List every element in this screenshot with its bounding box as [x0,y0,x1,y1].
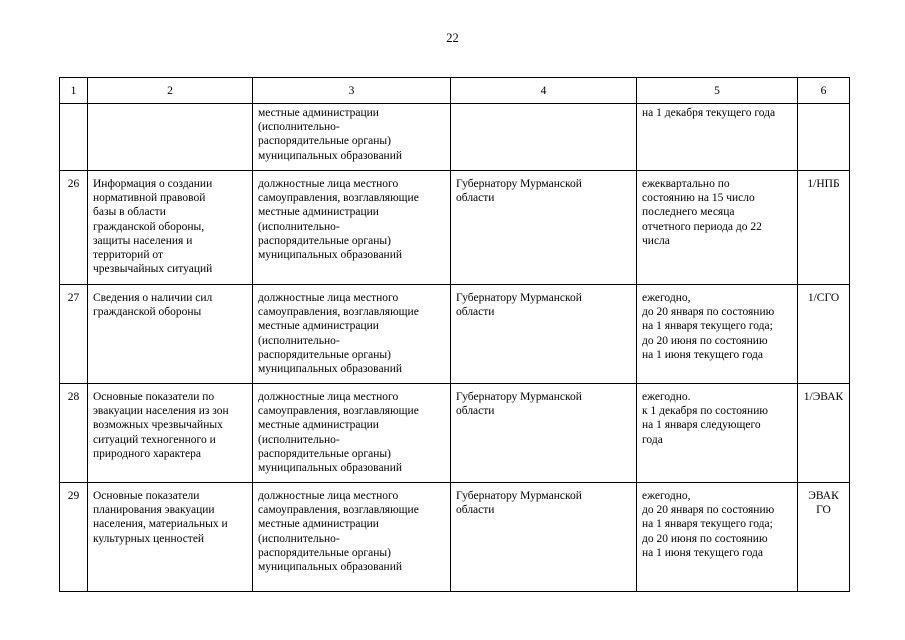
submitter: должностные лица местного самоуправления, возглавляющие местные администрации (исполнительно- распорядительные органы) муниципальных образований [253,384,451,483]
table-row [60,384,850,483]
report-name [88,104,253,171]
column-header-4: 4 [451,78,637,104]
report-form: ЭВАК ГО [798,483,850,592]
report-name: Информация о создании нормативной правовой базы в области гражданской обороны, защиты населения и территорий от чрезвычайных ситуаций [88,171,253,285]
column-header-1: 1 [60,78,88,104]
table-row [60,104,850,171]
table-header-row [60,78,850,104]
reporting-table [59,77,850,592]
submitter: должностные лица местного самоуправления, возглавляющие местные администрации (исполнительно- распорядительные органы) муниципальных образований [253,171,451,285]
recipient: Губернатору Мурманской области [451,384,637,483]
submitter: местные администрации (исполнительно- распорядительные органы) муниципальных образований [253,104,451,171]
submitter: должностные лица местного самоуправления, возглавляющие местные администрации (исполнительно- распорядительные органы) муниципальных образований [253,285,451,384]
column-header-3: 3 [253,78,451,104]
row-number: 26 [60,171,88,285]
report-form: 1/ЭВАК [798,384,850,483]
deadline: ежеквартально по состоянию на 15 число последнего месяца отчетного периода до 22 числа [637,171,798,285]
report-form: 1/НПБ [798,171,850,285]
report-form [798,104,850,171]
table-row [60,285,850,384]
report-form: 1/СГО [798,285,850,384]
deadline: ежегодно. к 1 декабря по состоянию на 1 января следующего года [637,384,798,483]
row-number: 27 [60,285,88,384]
report-name: Основные показатели планирования эвакуации населения, материальных и культурных ценностей [88,483,253,592]
column-header-5: 5 [637,78,798,104]
recipient: Губернатору Мурманской области [451,285,637,384]
table-row [60,171,850,285]
recipient [451,104,637,171]
page-number: 22 [446,31,459,45]
deadline: на 1 декабря текущего года [637,104,798,171]
recipient: Губернатору Мурманской области [451,171,637,285]
deadline: ежегодно, до 20 января по состоянию на 1 января текущего года; до 20 июня по состоянию на 1 июня текущего года [637,483,798,592]
submitter: должностные лица местного самоуправления, возглавляющие местные администрации (исполнительно- распорядительные органы) муниципальных образований [253,483,451,592]
row-number [60,104,88,171]
row-number: 28 [60,384,88,483]
recipient: Губернатору Мурманской области [451,483,637,592]
report-name: Основные показатели по эвакуации населения из зон возможных чрезвычайных ситуаций техногенного и природного характера [88,384,253,483]
report-name: Сведения о наличии сил гражданской обороны [88,285,253,384]
deadline: ежегодно, до 20 января по состоянию на 1 января текущего года; до 20 июня по состоянию на 1 июня текущего года [637,285,798,384]
column-header-2: 2 [88,78,253,104]
row-number: 29 [60,483,88,592]
table-row [60,483,850,592]
column-header-6: 6 [798,78,850,104]
